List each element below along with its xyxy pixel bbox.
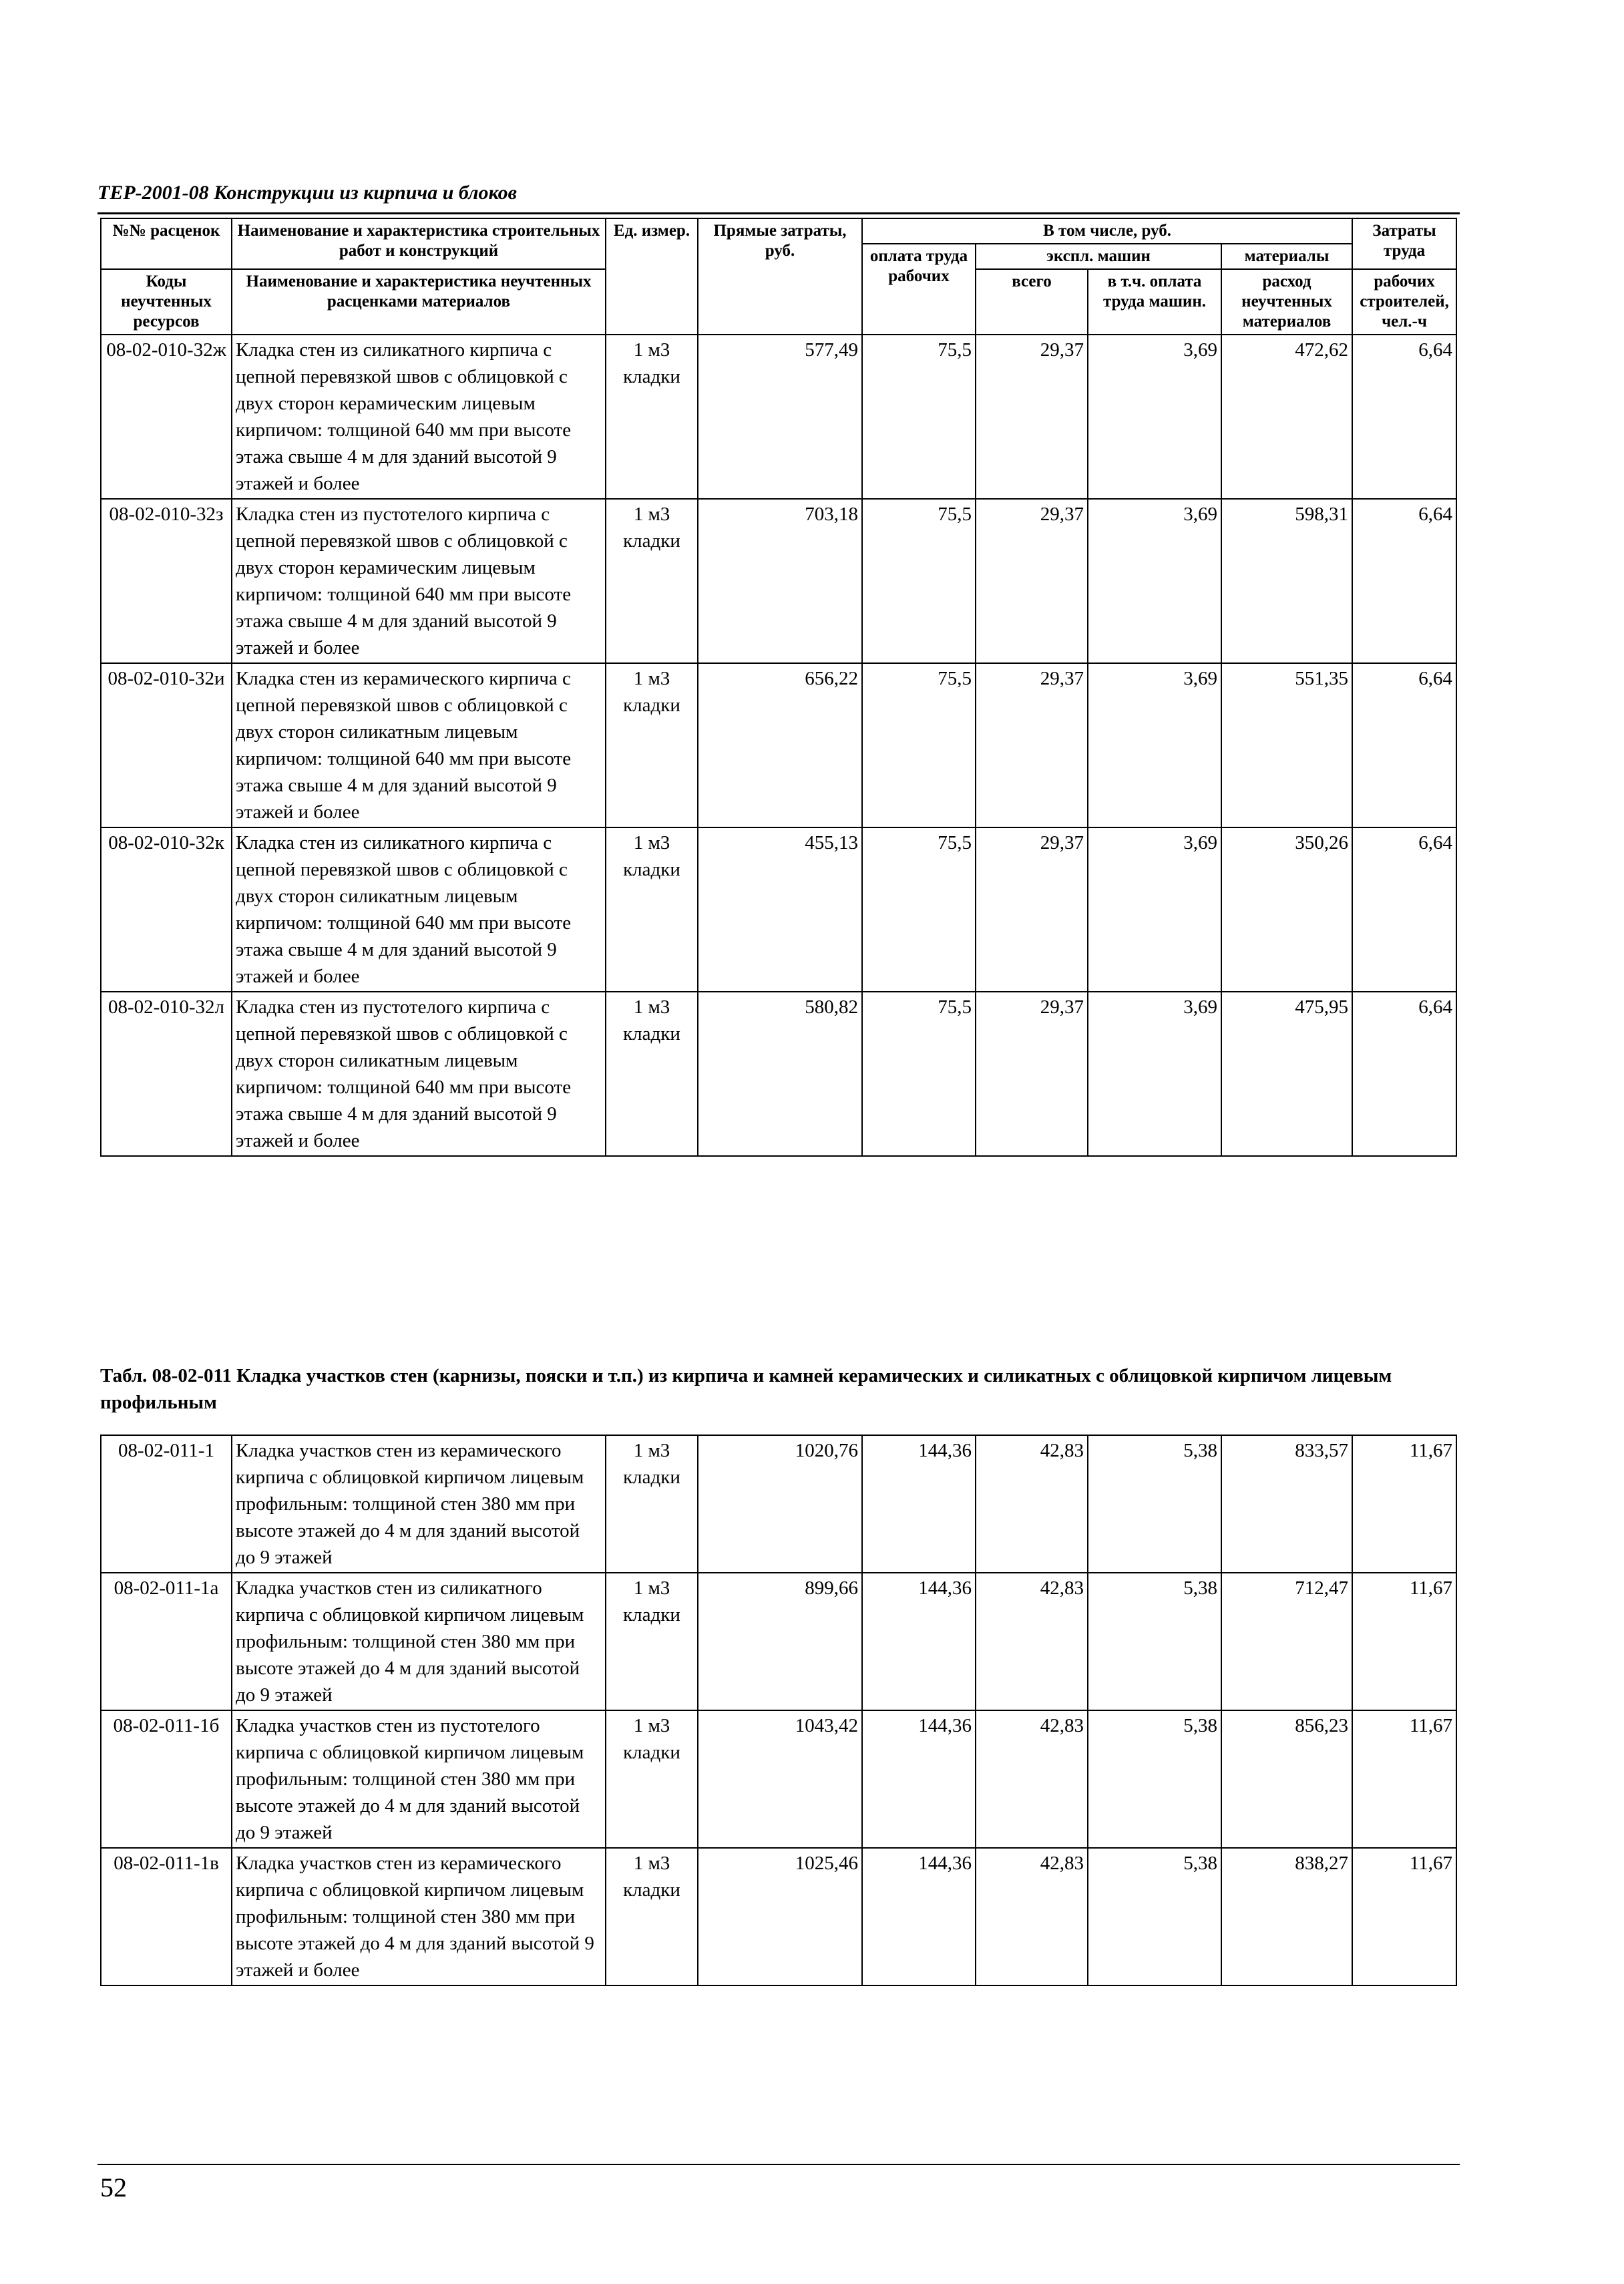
materials-cost: 712,47 [1221,1573,1352,1710]
unit-of-measure: 1 м3 кладки [606,499,698,663]
labor-hours: 11,67 [1352,1435,1456,1573]
header-labor-pay: оплата труда рабочих [862,244,976,335]
materials-cost: 472,62 [1221,335,1352,499]
materials-cost: 833,57 [1221,1435,1352,1573]
rates-table-011 [100,1435,1457,1986]
labor-pay: 144,36 [862,1848,976,1985]
materials-cost: 475,95 [1221,992,1352,1156]
machines-labor-pay: 3,69 [1088,499,1221,663]
header-labor-cost-bottom: рабочих строителей, чел.-ч [1352,269,1456,335]
rate-code: 08-02-010-32и [101,663,232,827]
rate-code: 08-02-010-32л [101,992,232,1156]
machines-total: 42,83 [976,1573,1088,1710]
header-group-materials: материалы [1221,244,1352,269]
work-name: Кладка стен из силикатного кирпича с цепной перевязкой швов с облицовкой с двух сторон силикатным лицевым кирпичом: толщиной 640 мм при высоте этажа свыше 4 м для зданий высотой 9 этажей и более [232,827,606,992]
section-caption: Табл. 08-02-011 Кладка участков стен (карнизы, пояски и т.п.) из кирпича и камней керамических и силикатных с облицовкой кирпичом лицевым профильным [100,1365,1392,1413]
labor-pay: 144,36 [862,1435,976,1573]
header-machines-total: всего [976,269,1088,335]
machines-total: 29,37 [976,827,1088,992]
header-materials: расход неучтенных материалов [1221,269,1352,335]
machines-total: 29,37 [976,663,1088,827]
rate-code: 08-02-011-1в [101,1848,232,1985]
unit-of-measure: 1 м3 кладки [606,827,698,992]
work-name: Кладка участков стен из керамического кирпича с облицовкой кирпичом лицевым профильным: толщиной стен 380 мм при высоте этажей до 4 м для зданий высотой 9 этажей и более [232,1848,606,1985]
materials-cost: 350,26 [1221,827,1352,992]
labor-pay: 144,36 [862,1710,976,1848]
labor-pay: 75,5 [862,992,976,1156]
work-name: Кладка участков стен из силикатного кирпича с облицовкой кирпичом лицевым профильным: толщиной стен 380 мм при высоте этажей до 4 м для зданий высотой до 9 этажей [232,1573,606,1710]
table-row [101,1710,1456,1848]
table-row [101,1435,1456,1573]
direct-cost: 577,49 [698,335,862,499]
header-rule [97,212,1460,214]
labor-hours: 6,64 [1352,335,1456,499]
header-code-bottom: Коды неучтенных ресурсов [101,269,232,335]
table-row [101,663,1456,827]
machines-total: 42,83 [976,1710,1088,1848]
header-unit: Ед. измер. [606,218,698,335]
labor-hours: 11,67 [1352,1573,1456,1710]
table-row [101,1848,1456,1985]
machines-total: 29,37 [976,335,1088,499]
table-row [101,992,1456,1156]
machines-labor-pay: 5,38 [1088,1848,1221,1985]
direct-cost: 455,13 [698,827,862,992]
footer-rule [97,2164,1460,2165]
unit-of-measure: 1 м3 кладки [606,1848,698,1985]
header-direct: Прямые затраты, руб. [698,218,862,335]
header-name-bottom: Наименование и характеристика неучтенных расценками материалов [232,269,606,335]
unit-of-measure: 1 м3 кладки [606,1710,698,1848]
rate-code: 08-02-011-1б [101,1710,232,1848]
unit-of-measure: 1 м3 кладки [606,1435,698,1573]
work-name: Кладка стен из керамического кирпича с цепной перевязкой швов с облицовкой с двух сторон силикатным лицевым кирпичом: толщиной 640 мм при высоте этажа свыше 4 м для зданий высотой 9 этажей и более [232,663,606,827]
materials-cost: 598,31 [1221,499,1352,663]
unit-of-measure: 1 м3 кладки [606,992,698,1156]
labor-hours: 11,67 [1352,1710,1456,1848]
rate-code: 08-02-010-32к [101,827,232,992]
labor-hours: 11,67 [1352,1848,1456,1985]
labor-pay: 75,5 [862,663,976,827]
labor-pay: 75,5 [862,499,976,663]
work-name: Кладка стен из пустотелого кирпича с цепной перевязкой швов с облицовкой с двух сторон керамическим лицевым кирпичом: толщиной 640 мм при высоте этажа свыше 4 м для зданий высотой 9 этажей и более [232,499,606,663]
labor-hours: 6,64 [1352,499,1456,663]
labor-pay: 75,5 [862,335,976,499]
work-name: Кладка участков стен из пустотелого кирпича с облицовкой кирпичом лицевым профильным: толщиной стен 380 мм при высоте этажей до 4 м для зданий высотой до 9 этажей [232,1710,606,1848]
rate-code: 08-02-010-32ж [101,335,232,499]
materials-cost: 551,35 [1221,663,1352,827]
machines-labor-pay: 5,38 [1088,1435,1221,1573]
machines-labor-pay: 3,69 [1088,335,1221,499]
machines-labor-pay: 3,69 [1088,992,1221,1156]
header-labor-cost-top: Затраты труда [1352,218,1456,269]
rate-code: 08-02-011-1а [101,1573,232,1710]
direct-cost: 1043,42 [698,1710,862,1848]
direct-cost: 656,22 [698,663,862,827]
header-code: №№ расценок [101,218,232,269]
header-machines-pay: в т.ч. оплата труда машин. [1088,269,1221,335]
table-row [101,1573,1456,1710]
rates-table-main [100,218,1457,1157]
page-number: 52 [100,2172,127,2203]
header-name: Наименование и характеристика строительных работ и конструкций [232,218,606,269]
direct-cost: 580,82 [698,992,862,1156]
machines-total: 29,37 [976,499,1088,663]
materials-cost: 856,23 [1221,1710,1352,1848]
machines-labor-pay: 3,69 [1088,827,1221,992]
direct-cost: 899,66 [698,1573,862,1710]
unit-of-measure: 1 м3 кладки [606,1573,698,1710]
machines-total: 42,83 [976,1435,1088,1573]
unit-of-measure: 1 м3 кладки [606,335,698,499]
table-row [101,827,1456,992]
running-header: ТЕР-2001-08 Конструкции из кирпича и блоков [97,182,517,204]
work-name: Кладка стен из пустотелого кирпича с цепной перевязкой швов с облицовкой с двух сторон силикатным лицевым кирпичом: толщиной 640 мм при высоте этажа свыше 4 м для зданий высотой 9 этажей и более [232,992,606,1156]
table-row [101,499,1456,663]
materials-cost: 838,27 [1221,1848,1352,1985]
labor-pay: 75,5 [862,827,976,992]
unit-of-measure: 1 м3 кладки [606,663,698,827]
machines-total: 42,83 [976,1848,1088,1985]
table-row [101,335,1456,499]
work-name: Кладка участков стен из керамического кирпича с облицовкой кирпичом лицевым профильным: толщиной стен 380 мм при высоте этажей до 4 м для зданий высотой до 9 этажей [232,1435,606,1573]
header-group-incl: В том числе, руб. [862,218,1352,244]
work-name: Кладка стен из силикатного кирпича с цепной перевязкой швов с облицовкой с двух сторон керамическим лицевым кирпичом: толщиной 640 мм при высоте этажа свыше 4 м для зданий высотой 9 этажей и более [232,335,606,499]
labor-hours: 6,64 [1352,992,1456,1156]
machines-labor-pay: 3,69 [1088,663,1221,827]
machines-labor-pay: 5,38 [1088,1573,1221,1710]
direct-cost: 703,18 [698,499,862,663]
labor-hours: 6,64 [1352,827,1456,992]
labor-pay: 144,36 [862,1573,976,1710]
header-group-machines: экспл. машин [976,244,1221,269]
machines-total: 29,37 [976,992,1088,1156]
direct-cost: 1020,76 [698,1435,862,1573]
direct-cost: 1025,46 [698,1848,862,1985]
machines-labor-pay: 5,38 [1088,1710,1221,1848]
labor-hours: 6,64 [1352,663,1456,827]
rate-code: 08-02-010-32з [101,499,232,663]
rate-code: 08-02-011-1 [101,1435,232,1573]
